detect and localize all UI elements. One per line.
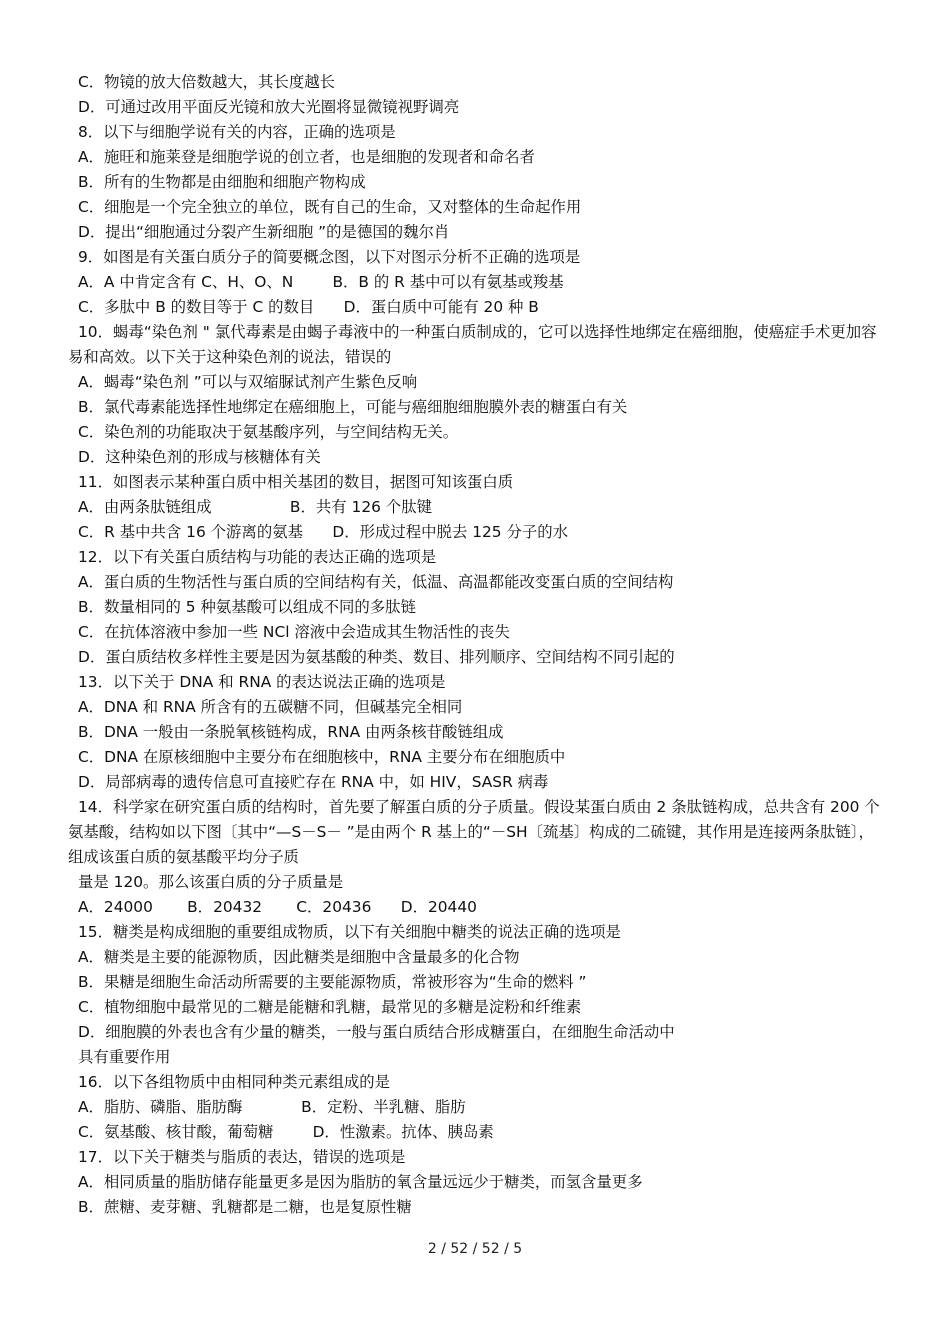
option-line: C．物镜的放大倍数越大，其长度越长 [78, 73, 335, 91]
option-line: B．DNA 一般由一条脱氧核链构成，RNA 由两条核苷酸链组成 [78, 723, 504, 741]
question-line: 13．以下关于 DNA 和 RNA 的表达说法正确的选项是 [78, 673, 446, 691]
question-line: 15．糖类是构成细胞的重要组成物质，以下有关细胞中糖类的说法正确的选项是 [78, 923, 621, 941]
option-line: A．蛋白质的生物活性与蛋白质的空间结构有关，低温、高温都能改变蛋白质的空间结构 [78, 573, 674, 591]
question-line: 16．以下各组物质中由相同种类元素组成的是 [78, 1073, 391, 1091]
question-text-block [68, 70, 888, 1220]
option-line: A．相同质量的脂肪储存能量更多是因为脂肪的氧含量远远少于糖类，而氢含量更多 [78, 1173, 643, 1191]
option-line: C．DNA 在原核细胞中主要分布在细胞核中，RNA 主要分布在细胞质中 [78, 748, 566, 766]
option-line: B．数量相同的 5 种氨基酸可以组成不同的多肽链 [78, 598, 416, 616]
option-line: B．蔗糖、麦芽糖、乳糖都是二糖，也是复原性糖 [78, 1198, 412, 1216]
question-line: 10．蝎毒“染色剂 " 氯代毒素是由蝎子毒液中的一种蛋白质制成的，它可以选择性地绑定在癌细胞，使癌症手术更加容易和高效。以下关于这种染色剂的说法，错误的 [68, 323, 877, 366]
option-line: A．A 中肯定含有 C、H、O、N B．B 的 R 基中可以有氨基或羧基 [78, 273, 564, 291]
option-line: D．细胞膜的外表也含有少量的糖类，一般与蛋白质结合形成糖蛋白，在细胞生命活动中 [78, 1023, 675, 1041]
option-line: B．氯代毒素能选择性地绑定在癌细胞上，可能与癌细胞细胞膜外表的糖蛋白有关 [78, 398, 628, 416]
question-line: 14．科学家在研究蛋白质的结构时，首先要了解蛋白质的分子质量。假设某蛋白质由 2 条肽链构成，总共含有 200 个氨基酸，结构如以下图〔其中“—S－S－ ”是由两个 R 基上的“－SH〔巯基〕构成的二硫键，其作用是连接两条肽链〕，组成该蛋白质的氨基酸平均分子质 [68, 798, 880, 866]
question-line: 9．如图是有关蛋白质分子的简要概念图，以下对图示分析不正确的选项是 [78, 248, 581, 266]
option-line: D．局部病毒的遗传信息可直接贮存在 RNA 中，如 HIV，SASR 病毒 [78, 773, 549, 791]
page-footer: 2 / 52 / 52 / 5 [427, 1241, 523, 1257]
option-line: A．糖类是主要的能源物质，因此糖类是细胞中含量最多的化合物 [78, 948, 520, 966]
question-line: 8．以下与细胞学说有关的内容，正确的选项是 [78, 123, 396, 141]
option-line: A．蝎毒“染色剂 ”可以与双缩脲试剂产生紫色反响 [78, 373, 418, 391]
question-line: 量是 120。那么该蛋白质的分子质量是 [78, 873, 344, 891]
option-line: C．染色剂的功能取决于氨基酸序列，与空间结构无关。 [78, 423, 459, 441]
option-line: C．细胞是一个完全独立的单位，既有自己的生命，又对整体的生命起作用 [78, 198, 582, 216]
option-line: B．果糖是细胞生命活动所需要的主要能源物质，常被形容为“生命的燃料 ” [78, 973, 587, 991]
option-line: A．由两条肽链组成 B．共有 126 个肽键 [78, 498, 432, 516]
question-line: 17．以下关于糖类与脂质的表达，错误的选项是 [78, 1148, 406, 1166]
option-line: C．氨基酸、核甘酸，葡萄糖 D．性激素。抗体、胰岛素 [78, 1123, 494, 1141]
option-line: C．多肽中 B 的数目等于 C 的数目 D．蛋白质中可能有 20 种 B [78, 298, 539, 316]
option-line: D．提出“细胞通过分裂产生新细胞 ”的是德国的魏尔肖 [78, 223, 450, 241]
option-line: B．所有的生物都是由细胞和细胞产物构成 [78, 173, 366, 191]
option-line: D．蛋白质结枚多样性主要是因为氨基酸的种类、数目、排列顺序、空间结构不同引起的 [78, 648, 675, 666]
option-line: A．施旺和施莱登是细胞学说的创立者，也是细胞的发现者和命名者 [78, 148, 535, 166]
question-line: 12．以下有关蛋白质结构与功能的表达正确的选项是 [78, 548, 437, 566]
option-line: C．植物细胞中最常见的二糖是能糖和乳糖，最常见的多糖是淀粉和纤维素 [78, 998, 582, 1016]
option-line: A．24000 B．20432 C．20436 D．20440 [78, 898, 477, 916]
question-line: 11．如图表示某种蛋白质中相关基团的数目，据图可知该蛋白质 [78, 473, 514, 491]
option-line: C．在抗体溶液中参加一些 NCl 溶液中会造成其生物活性的丧失 [78, 623, 510, 641]
option-line: A．脂肪、磷脂、脂肪酶 B．定粉、半乳糖、脂肪 [78, 1098, 466, 1116]
option-line: D．可通过改用平面反光镜和放大光圈将显微镜视野调亮 [78, 98, 460, 116]
option-line: A．DNA 和 RNA 所含有的五碳糖不同，但碱基完全相同 [78, 698, 463, 716]
option-line: 具有重要作用 [78, 1048, 171, 1066]
option-line: C．R 基中共含 16 个游离的氨基 D．形成过程中脱去 125 分子的水 [78, 523, 569, 541]
option-line: D．这种染色剂的形成与核糖体有关 [78, 448, 321, 466]
